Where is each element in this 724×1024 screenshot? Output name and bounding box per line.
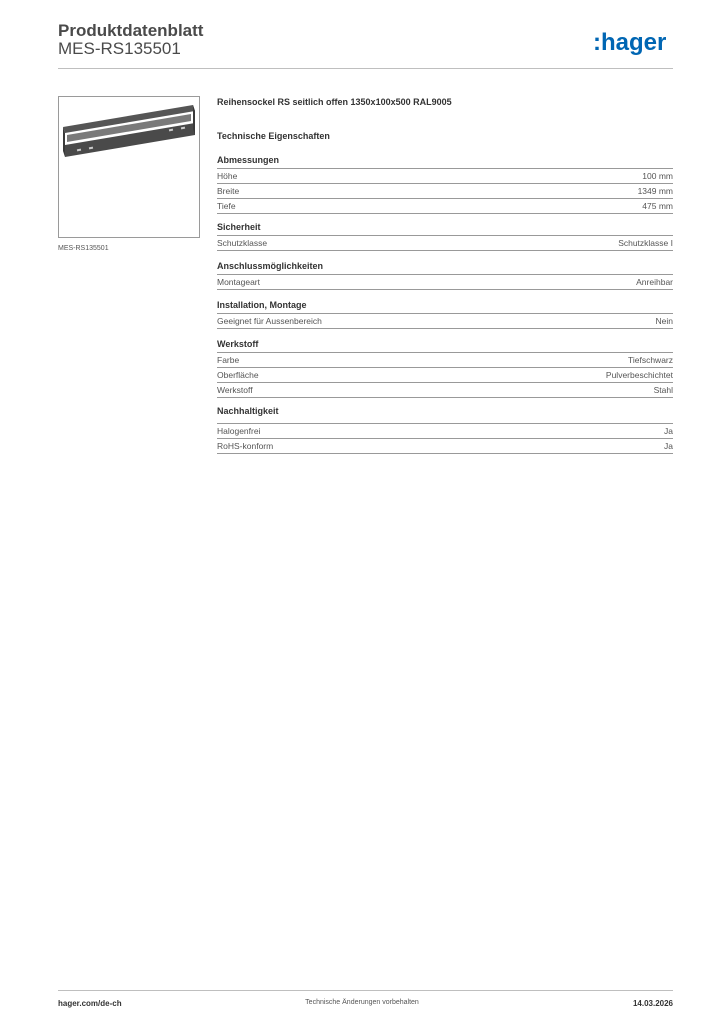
- row-label: Montageart: [217, 277, 260, 287]
- table-row: [217, 199, 673, 214]
- footer-note: Technische Änderungen vorbehalten: [305, 999, 419, 1006]
- row-label: Höhe: [217, 171, 238, 181]
- section-nachhaltigkeit: [217, 406, 673, 454]
- row-label: Halogenfrei: [217, 426, 261, 436]
- row-value: Stahl: [653, 385, 673, 395]
- row-label: RoHS-konform: [217, 441, 274, 451]
- row-value: Tiefschwarz: [627, 355, 673, 365]
- section-title: Installation, Montage: [217, 300, 673, 314]
- section-title: Nachhaltigkeit: [217, 406, 673, 424]
- image-caption: MES-RS135501: [58, 245, 109, 252]
- page-title: Produktdatenblatt: [58, 21, 204, 40]
- table-row: [217, 424, 673, 439]
- table-row: [217, 236, 673, 251]
- section-anschlussmoeglichkeiten: [217, 261, 673, 290]
- section-title: Werkstoff: [217, 339, 673, 353]
- row-value: Ja: [664, 441, 673, 451]
- footer-divider: [58, 990, 673, 991]
- row-value: 1349 mm: [637, 186, 673, 196]
- product-image: [58, 96, 200, 238]
- product-code: MES-RS135501: [58, 39, 181, 58]
- product-base-frame-image: [59, 97, 199, 237]
- header-divider: [58, 68, 673, 69]
- row-value: Pulverbeschichtet: [605, 370, 673, 380]
- table-row: [217, 275, 673, 290]
- table-row: [217, 368, 673, 383]
- section-title: Anschlussmöglichkeiten: [217, 261, 673, 275]
- row-label: Oberfläche: [217, 370, 259, 380]
- row-value: 475 mm: [642, 201, 673, 211]
- table-row: [217, 439, 673, 454]
- row-label: Farbe: [217, 355, 240, 365]
- row-value: Schutzklasse I: [618, 238, 673, 248]
- section-werkstoff: [217, 339, 673, 398]
- table-row: [217, 314, 673, 329]
- row-label: Tiefe: [217, 201, 236, 211]
- row-value: Nein: [655, 316, 673, 326]
- section-installation-montage: [217, 300, 673, 329]
- section-abmessungen: [217, 155, 673, 214]
- row-label: Geeignet für Aussenbereich: [217, 316, 322, 326]
- row-value: Anreihbar: [636, 277, 673, 287]
- footer-url[interactable]: hager.com/de-ch: [58, 999, 122, 1008]
- section-title: Sicherheit: [217, 222, 673, 236]
- svg-text::hager: :hager: [593, 30, 667, 56]
- footer-date: 14.03.2026: [632, 999, 673, 1008]
- table-row: [217, 184, 673, 199]
- table-row: [217, 383, 673, 398]
- hager-logo: [593, 30, 673, 56]
- row-value: 100 mm: [642, 171, 673, 181]
- row-value: Ja: [664, 426, 673, 436]
- row-label: Werkstoff: [217, 385, 253, 395]
- section-sicherheit: [217, 222, 673, 251]
- section-heading: Technische Eigenschaften: [217, 131, 330, 141]
- section-title: Abmessungen: [217, 155, 673, 169]
- table-row: [217, 169, 673, 184]
- table-row: [217, 353, 673, 368]
- row-label: Schutzklasse: [217, 238, 268, 248]
- product-name: Reihensockel RS seitlich offen 1350x100x500 RAL9005: [217, 97, 452, 107]
- row-label: Breite: [217, 186, 240, 196]
